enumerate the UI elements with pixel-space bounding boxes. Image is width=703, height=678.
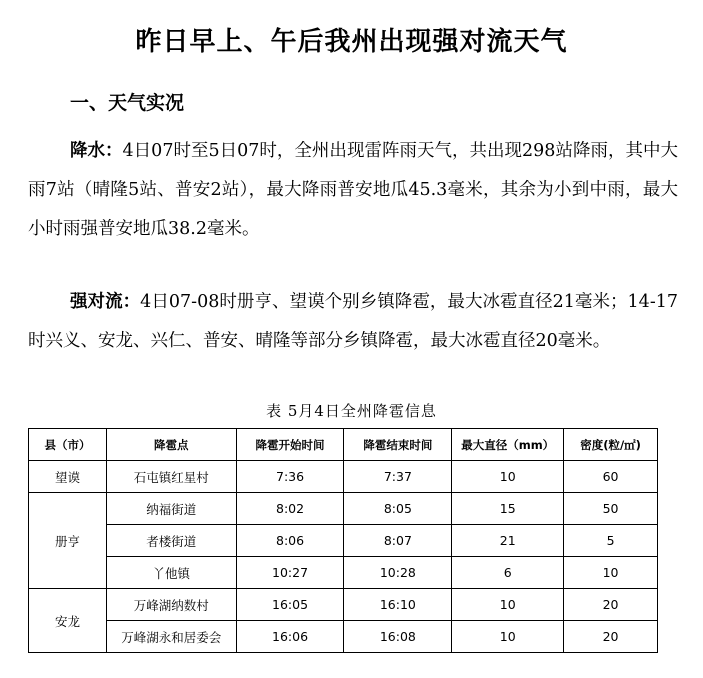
end-cell: 7:37 [344, 461, 452, 493]
table-row [29, 589, 658, 621]
place-cell: 纳福街道 [106, 493, 236, 525]
header-place: 降雹点 [106, 429, 236, 461]
diameter-cell: 6 [452, 557, 564, 589]
table-row [29, 493, 658, 525]
density-cell: 20 [564, 589, 658, 621]
header-end-time: 降雹结束时间 [344, 429, 452, 461]
density-cell: 60 [564, 461, 658, 493]
header-density: 密度(粒/㎡) [564, 429, 658, 461]
end-cell: 8:05 [344, 493, 452, 525]
precipitation-paragraph [28, 132, 678, 249]
density-cell: 10 [564, 557, 658, 589]
start-cell: 8:06 [236, 525, 344, 557]
end-cell: 10:28 [344, 557, 452, 589]
density-cell: 50 [564, 493, 658, 525]
county-cell: 望谟 [29, 461, 107, 493]
start-cell: 10:27 [236, 557, 344, 589]
place-cell: 万峰湖纳数村 [106, 589, 236, 621]
start-cell: 16:05 [236, 589, 344, 621]
table-row [29, 621, 658, 653]
table-header-row [29, 429, 658, 461]
diameter-cell: 15 [452, 493, 564, 525]
table-row [29, 461, 658, 493]
document-title: 昨日早上、午后我州出现强对流天气 [135, 27, 568, 57]
diameter-cell: 10 [452, 621, 564, 653]
place-cell: 万峰湖永和居委会 [106, 621, 236, 653]
start-cell: 8:02 [236, 493, 344, 525]
end-cell: 16:08 [344, 621, 452, 653]
county-cell: 册亨 [29, 493, 107, 589]
density-cell: 20 [564, 621, 658, 653]
table-row [29, 525, 658, 557]
precipitation-lead: 降水： [70, 141, 123, 161]
convection-lead: 强对流： [70, 292, 141, 312]
header-county: 县（市） [29, 429, 107, 461]
place-cell: 石屯镇红星村 [106, 461, 236, 493]
header-start-time: 降雹开始时间 [236, 429, 344, 461]
table-caption: 表 5月4日全州降雹信息 [266, 402, 437, 420]
diameter-cell: 10 [452, 589, 564, 621]
hail-info-table [28, 428, 658, 653]
header-max-diameter: 最大直径（mm） [452, 429, 564, 461]
convection-paragraph [28, 283, 678, 361]
table-row [29, 557, 658, 589]
place-cell: 丫他镇 [106, 557, 236, 589]
section-heading: 一、天气实况 [70, 92, 185, 114]
precipitation-text: 4日07时至5日07时，全州出现雷阵雨天气，共出现298站降雨，其中大雨7站（晴隆5站、普安2站），最大降雨普安地瓜45.3毫米，其余为小到中雨，最大小时雨强普安地瓜38.2毫米。 [28, 141, 678, 239]
diameter-cell: 10 [452, 461, 564, 493]
start-cell: 16:06 [236, 621, 344, 653]
start-cell: 7:36 [236, 461, 344, 493]
place-cell: 者楼街道 [106, 525, 236, 557]
county-cell: 安龙 [29, 589, 107, 653]
density-cell: 5 [564, 525, 658, 557]
convection-text: 4日07-08时册亨、望谟个别乡镇降雹，最大冰雹直径21毫米；14-17时兴义、安龙、兴仁、普安、晴隆等部分乡镇降雹，最大冰雹直径20毫米。 [28, 292, 678, 351]
diameter-cell: 21 [452, 525, 564, 557]
end-cell: 16:10 [344, 589, 452, 621]
end-cell: 8:07 [344, 525, 452, 557]
